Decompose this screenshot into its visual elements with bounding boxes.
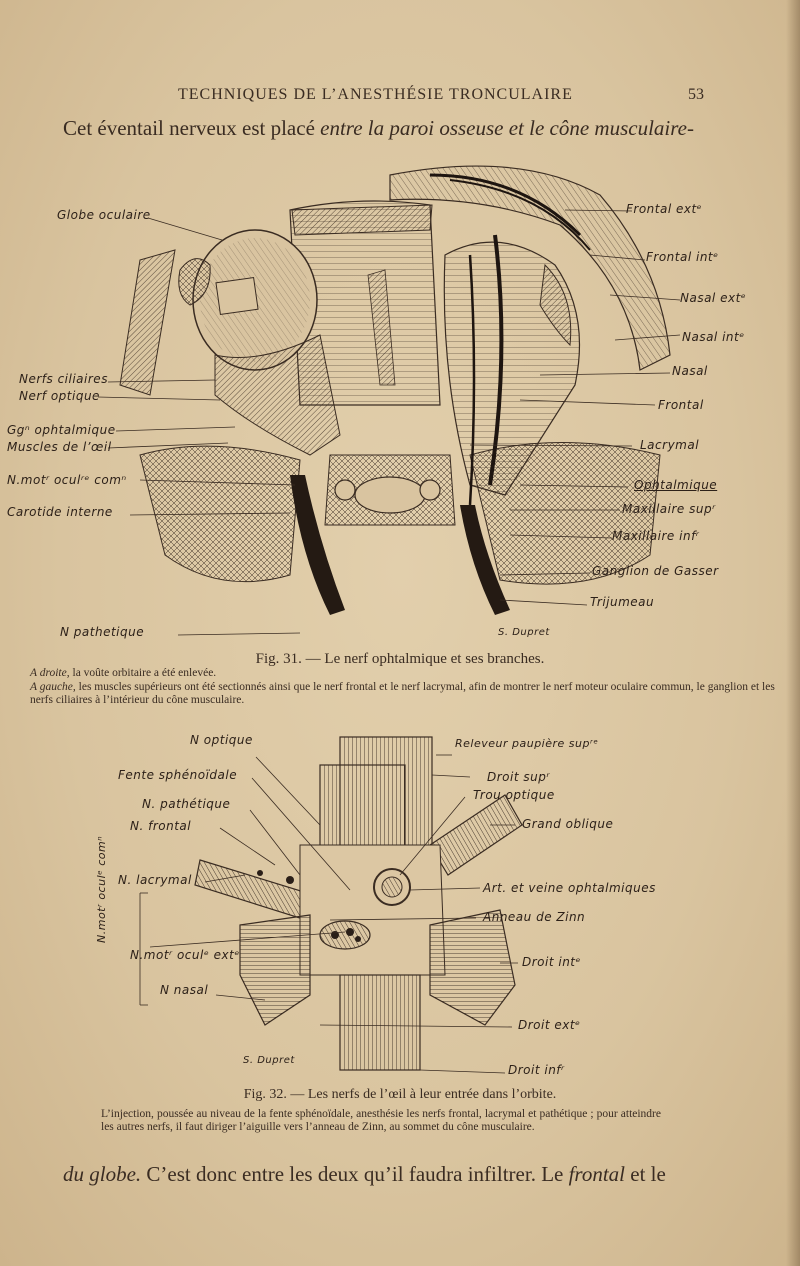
bottom-line-plain-1: C’est donc entre les deux qu’il faudra infiltrer. Le	[141, 1162, 569, 1186]
artist-signature-fig32: S. Dupret	[243, 1055, 295, 1066]
label-n-optique: N optique	[190, 733, 253, 747]
label-n-mot-ocul-com: N.motʳ oculʳᵉ comⁿ	[7, 473, 127, 487]
figure-31-caption-title: Fig. 31. — Le nerf ophtalmique et ses branches.	[255, 651, 545, 667]
label-frontal-int: Frontal intᵉ	[646, 250, 719, 264]
label-droit-sup: Droit supʳ	[487, 770, 550, 784]
top-line-italic: entre la paroi osseuse et le cône musculaire	[320, 116, 687, 140]
label-nasal: Nasal	[672, 364, 708, 378]
label-nerfs-ciliaires: Nerfs ciliaires	[19, 372, 108, 386]
label-muscles-oeil: Muscles de l’œil	[7, 440, 112, 454]
figure-31-caption-line1	[30, 667, 216, 680]
bottom-line-plain-2: et le	[625, 1162, 666, 1186]
label-n-lacrymal: N. lacrymal	[118, 873, 192, 887]
bottom-line-italic-1: du globe.	[63, 1162, 142, 1186]
label-n-mot-ocul-ext: N.motʳ oculᵉ extᵉ	[130, 948, 240, 962]
page-number: 53	[688, 86, 704, 103]
label-fente-sphenoidale: Fente sphénoïdale	[118, 768, 238, 782]
label-maxillaire-inf: Maxillaire infʳ	[612, 529, 700, 543]
label-ganglion-ophtalmique: Ggⁿ ophtalmique	[7, 423, 116, 437]
body-text-top	[63, 116, 694, 141]
running-title: TECHNIQUES DE L’ANESTHÉSIE TRONCULAIRE	[178, 86, 573, 103]
artist-signature-fig31: S. Dupret	[498, 627, 550, 638]
label-maxillaire-sup: Maxillaire supʳ	[622, 502, 716, 516]
caption-gauche-text: les muscles supérieurs ont été sectionnés ainsi que le nerf frontal et le nerf lacrymal, afin de montrer le nerf moteur oculaire commun, le ganglion et les nerfs ciliaires à l’intérieur du cône musculaire.	[30, 681, 775, 706]
label-carotide-interne: Carotide interne	[7, 505, 113, 519]
label-frontal: Frontal	[658, 398, 704, 412]
figure-32-caption-title: Fig. 32. — Les nerfs de l’œil à leur entrée dans l’orbite.	[243, 1087, 557, 1102]
label-globe-oculaire: Globe oculaire	[57, 208, 151, 222]
label-n-frontal: N. frontal	[130, 819, 192, 833]
caption-droite: A droite,	[30, 667, 70, 679]
label-ophtalmique: Ophtalmique	[634, 478, 718, 492]
label-frontal-ext: Frontal extᵉ	[626, 202, 703, 216]
caption-droite-text: la voûte orbitaire a été enlevée.	[69, 667, 217, 679]
label-trou-optique: Trou optique	[473, 788, 555, 802]
label-ganglion-gasser: Ganglion de Gasser	[592, 564, 719, 578]
label-n-pathetique-2: N. pathétique	[142, 797, 231, 811]
label-droit-inf: Droit infʳ	[508, 1063, 565, 1077]
label-art-veine: Art. et veine ophtalmiques	[483, 881, 656, 895]
figure-31	[0, 155, 800, 655]
label-n-nasal: N nasal	[160, 983, 209, 997]
label-droit-int: Droit intᵉ	[522, 955, 582, 969]
figure-32-caption-body: L’injection, poussée au niveau de la fente sphénoïdale, anesthésie les nerfs frontal, lacrymal et pathétique ; pour atteindre les autres nerfs, il faut diriger l’aiguille vers l’anneau de Zinn, au sommet du cône musculaire.	[101, 1108, 661, 1133]
label-nerf-optique: Nerf optique	[19, 389, 100, 403]
bottom-line-italic-2: frontal	[568, 1162, 625, 1186]
label-n-pathetique: N pathetique	[60, 625, 145, 639]
label-n-mot-ocul-com-vertical: N.motʳ oculᵉ comⁿ	[95, 835, 108, 943]
page-header	[0, 86, 800, 106]
caption-gauche: A gauche,	[30, 681, 76, 693]
label-anneau-zinn: Anneau de Zinn	[483, 910, 586, 924]
label-grand-oblique: Grand oblique	[522, 817, 614, 831]
label-trijumeau: Trijumeau	[590, 595, 655, 609]
body-text-bottom	[63, 1162, 666, 1187]
figure-32	[0, 725, 800, 1080]
label-releveur: Releveur paupière supʳᵉ	[455, 737, 599, 750]
label-nasal-ext: Nasal extᵉ	[680, 291, 747, 305]
label-lacrymal: Lacrymal	[640, 438, 700, 452]
label-droit-ext: Droit extᵉ	[518, 1018, 581, 1032]
figure-31-caption-line2	[30, 681, 790, 707]
label-nasal-int: Nasal intᵉ	[682, 330, 745, 344]
top-line-plain: Cet éventail nerveux est placé	[63, 116, 321, 140]
top-line-end: -	[686, 116, 694, 140]
